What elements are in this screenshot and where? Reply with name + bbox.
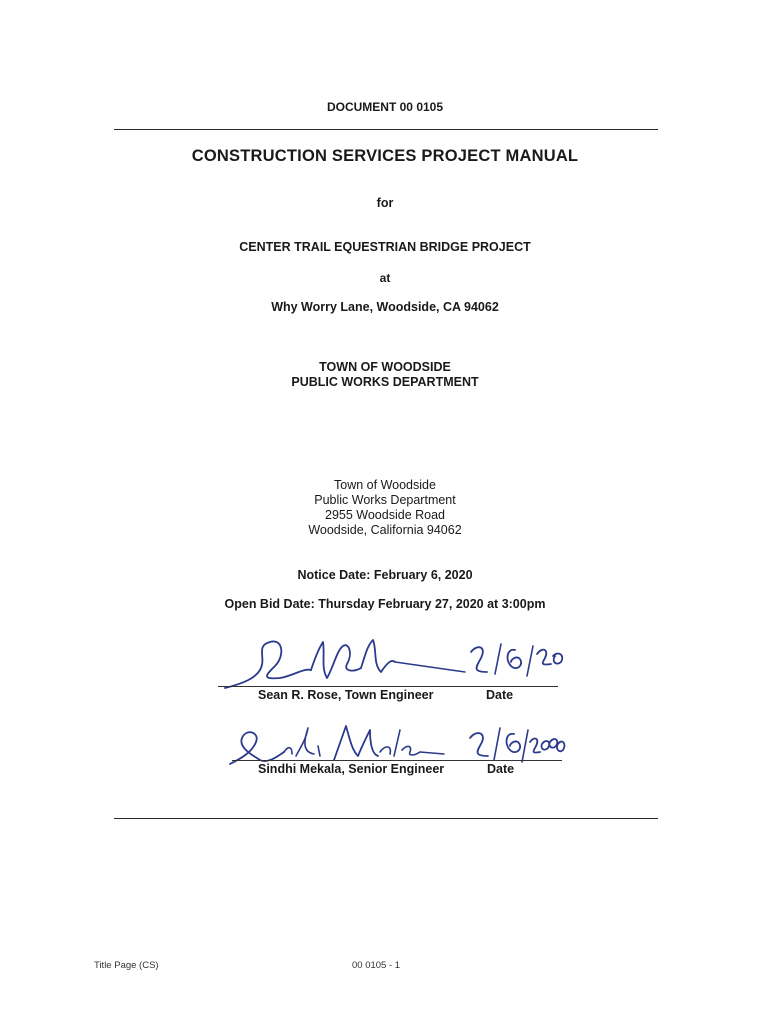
for-label: for	[376, 196, 394, 210]
signer-2-name: Sindhi Mekala, Senior Engineer	[258, 762, 445, 776]
project-location: Why Worry Lane, Woodside, CA 94062	[271, 300, 499, 314]
signature-line-1	[218, 686, 558, 687]
top-rule	[114, 129, 658, 130]
at-label: at	[379, 271, 391, 285]
footer-page-number: 00 0105 - 1	[352, 960, 401, 971]
signer-2-date-label: Date	[487, 762, 515, 776]
notice-date: Notice Date: February 6, 2020	[297, 568, 473, 582]
footer-left: Title Page (CS)	[94, 960, 159, 971]
document-number: DOCUMENT 00 0105	[326, 100, 444, 114]
signer-1-name: Sean R. Rose, Town Engineer	[258, 688, 434, 702]
address-line-3: 2955 Woodside Road	[325, 508, 445, 522]
open-bid-date: Open Bid Date: Thursday February 27, 2020 at 3:00pm	[224, 597, 546, 611]
project-name: CENTER TRAIL EQUESTRIAN BRIDGE PROJECT	[239, 240, 531, 254]
agency-name: TOWN OF WOODSIDE	[319, 360, 451, 374]
address-line-2: Public Works Department	[314, 493, 456, 507]
bottom-rule	[114, 818, 658, 819]
manual-title: CONSTRUCTION SERVICES PROJECT MANUAL	[191, 147, 579, 165]
signer-1-date-label: Date	[486, 688, 514, 702]
agency-department: PUBLIC WORKS DEPARTMENT	[291, 375, 479, 389]
address-line-1: Town of Woodside	[334, 478, 436, 492]
signature-line-2	[232, 760, 562, 761]
address-line-4: Woodside, California 94062	[308, 523, 462, 537]
